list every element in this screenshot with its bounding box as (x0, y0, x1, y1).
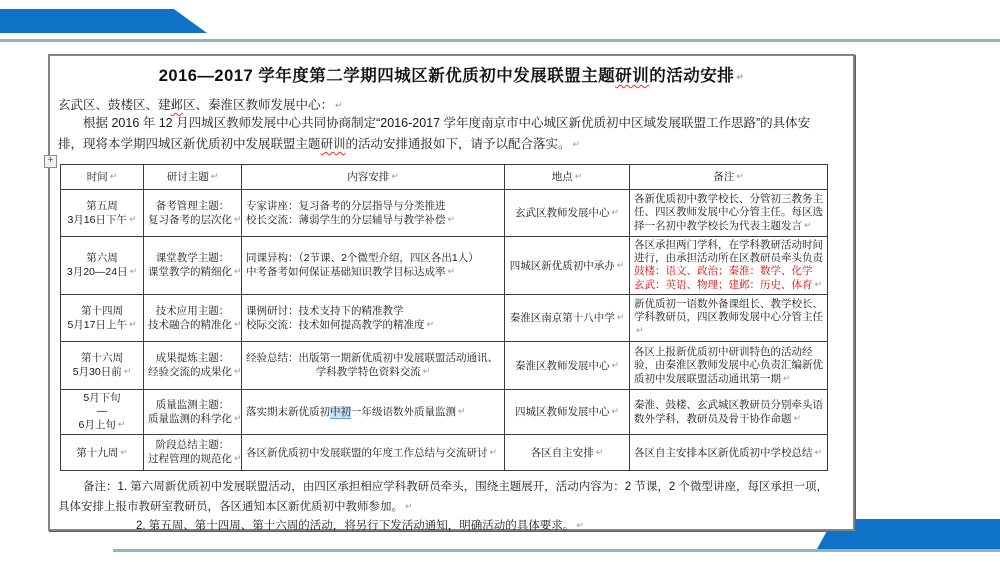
intro-misspelled-word: 研训 (320, 137, 346, 151)
cell-time (61, 295, 144, 342)
cell-location: 秦淮区教师发展中心 ↵ (505, 342, 630, 390)
notes-text: 各区承担两门学科，在学科教研活动时间进行，由承担活动所在区教研员牵头负责 (634, 239, 823, 264)
col-header-time: 时间 ↵ (61, 165, 144, 190)
topic-line: 复习备考的层次化 ↵ (148, 213, 237, 227)
cell-time (61, 390, 144, 435)
topic-line: 成果提炼主题： (155, 352, 230, 364)
col-header-notes: 备注 ↵ (630, 165, 828, 190)
time-line: 第五周 (86, 199, 118, 212)
footnote-line: 备注：1. 第六周新优质初中发展联盟活动，由四区承担相应学科教研员牵头，围绕主题展开，活动内容为：2 节课，2 个微型讲座，每区承担一项， (83, 481, 828, 493)
topic-line: 过程管理的规范化 ↵ (148, 452, 237, 466)
page-title (58, 62, 845, 86)
cell-location: 各区自主安排 ↵ (505, 435, 630, 471)
intro-paragraph-line-1: 根据 2016 年 12 月四城区教师发展中心共同协商制定“2016-2017 学年度南京市中心城区新优质初中区域发展联盟工作思路”的具体安 (83, 116, 811, 130)
table-row (61, 342, 828, 390)
salutation-text-tail: 区、秦淮区教师发展中心： (183, 98, 334, 112)
time-line: 第六周 (86, 252, 118, 264)
cell-time (61, 237, 144, 295)
salutation-text: 玄武区、鼓楼区、建 (58, 98, 171, 112)
table-row (61, 390, 828, 435)
content-text: 落实期末新优质初 (246, 406, 330, 418)
cell-location: 秦淮区南京第十八中学 ↵ (505, 295, 630, 342)
cell-notes: 秦淮、鼓楼、玄武城区教研员分别牵头语数外学科，教研员及骨干协作命题 ↵ (630, 390, 828, 435)
topic-line: 技术融合的精准化 ↵ (148, 318, 237, 332)
content-text-tail: 一年级语数外质量监测 (351, 406, 456, 418)
time-line: 3月20—24日 ↵ (65, 265, 139, 279)
content-line: 校长交流：薄弱学生的分层辅导与教学补偿 ↵ (246, 213, 500, 227)
cell-topic (144, 435, 242, 471)
table-header-row (61, 165, 828, 190)
col-header-content: 内容安排 ↵ (242, 165, 505, 190)
cell-location: 四城区新优质初中承办 ↵ (505, 237, 630, 295)
cell-time (61, 190, 144, 237)
cell-notes: 各区上报新优质初中研训特色的活动经验，由秦淮区教师发展中心负责汇编新优质初中发展联盟活动通讯第一期 ↵ (630, 342, 828, 390)
table-row (61, 435, 828, 471)
cell-topic (144, 390, 242, 435)
title-misspelled-word: 研训 (615, 67, 650, 85)
top-left-banner-shape (0, 9, 207, 33)
topic-line: 课堂教学主题： (155, 252, 230, 264)
cell-content (242, 295, 505, 342)
top-divider-rule (0, 39, 1000, 42)
cell-topic (144, 237, 242, 295)
title-text-tail: 的活动安排 (649, 67, 735, 85)
time-line: — (96, 405, 108, 417)
time-line: 5月下旬 (83, 392, 121, 404)
salutation-line (58, 95, 845, 113)
cell-topic (144, 295, 242, 342)
footnotes-block (58, 478, 845, 536)
time-line: 第十六周 (81, 352, 123, 364)
bottom-divider-rule (113, 549, 1000, 552)
intro-paragraph-line-2 (58, 134, 845, 155)
time-line: 6月上旬 ↵ (65, 418, 139, 432)
content-line: 学科教学特色资料交流 ↵ (246, 365, 500, 379)
content-highlighted-chars: 中初 (330, 406, 351, 418)
cell-content (242, 190, 505, 237)
title-text: 2016—2017 学年度第二学期四城区新优质初中发展联盟主题 (158, 67, 616, 85)
footnote-line: 2. 第五周、第十四周、第十六周的活动，将另行下发活动通知，明确活动的具体要求。 ↵ (58, 516, 845, 536)
content-line: 课例研讨：技术支持下的精准教学 (246, 304, 404, 317)
table-move-handle-icon[interactable]: + (44, 155, 57, 168)
time-line: 5月17日上午 ↵ (65, 318, 139, 332)
topic-line: 阶段总结主题： (155, 439, 230, 451)
cell-notes: 新优质初一语数外备课组长、教学校长、学科教研员，四区教师发展中心分管主任 ↵ (630, 295, 828, 342)
table-row (61, 295, 828, 342)
topic-line: 质量监测的科学化 ↵ (148, 412, 237, 426)
cell-topic (144, 190, 242, 237)
content-line: 同课异构：（2节课、2个微型介绍，四区各出1人） (246, 252, 479, 264)
topic-line: 技术应用主题： (155, 304, 230, 317)
content-line: 专家讲座：复习备考的分层指导与分类推进 (246, 199, 446, 212)
content-line: 校际交流：技术如何提高教学的精准度 ↵ (246, 318, 500, 332)
footnote-line: 具体安排上报市教研室教研员，各区通知本区新优质初中教师参加。 ↵ (58, 497, 845, 517)
topic-line: 经验交流的成果化 ↵ (148, 365, 237, 379)
time-line: 5月30日前 ↵ (65, 365, 139, 379)
schedule-table-wrap (47, 155, 845, 471)
notes-red-line: 鼓楼：语文、政治；秦淮：数学、化学 (634, 265, 813, 277)
col-header-topic: 研讨主题 ↵ (144, 165, 242, 190)
time-line: 第十四周 (81, 304, 123, 317)
cell-topic (144, 342, 242, 390)
cell-notes: 各区自主安排本区新优质初中学校总结 ↵ (630, 435, 828, 471)
salutation-misspelled-char: 邺 (170, 98, 184, 112)
cell-location: 玄武区教师发展中心 ↵ (505, 190, 630, 237)
table-row (61, 237, 828, 295)
time-line: 3月16日下午 ↵ (65, 213, 139, 227)
word-document-frame (48, 54, 855, 531)
notes-red-line: 玄武：英语、物理；建邺：历史、体育 ↵ (634, 278, 823, 292)
topic-line: 备考管理主题： (155, 199, 230, 212)
cell-time: 第十九周 ↵ (61, 435, 144, 471)
content-line: 中考备考如何保证基础知识教学目标达成率 ↵ (246, 265, 500, 279)
cell-location: 四城区教师发展中心 ↵ (505, 390, 630, 435)
cell-content (242, 237, 505, 295)
table-row (61, 190, 828, 237)
topic-line: 质量监测主题： (155, 398, 230, 411)
topic-line: 课堂教学的精细化 ↵ (148, 265, 237, 279)
cell-notes: 各新优质初中教学校长、分管初三教务主任、四区教师发展中心分管主任。每区选择一名初中教学校长为代表主题发言 ↵ (630, 190, 828, 237)
cell-content (242, 342, 505, 390)
cell-notes (630, 237, 828, 295)
schedule-table (60, 164, 828, 471)
cell-content (242, 390, 505, 435)
col-header-location: 地点 ↵ (505, 165, 630, 190)
cell-time (61, 342, 144, 390)
cell-content: 各区新优质初中发展联盟的年度工作总结与交流研讨 ↵ (242, 435, 505, 471)
content-line: 经验总结：出版第一期新优质初中发展联盟活动通讯、 (246, 352, 498, 364)
intro-text: 排，现将本学期四城区新优质初中发展联盟主题 (58, 137, 321, 151)
intro-text-tail: 的活动安排通报如下，请予以配合落实。 (345, 137, 571, 151)
